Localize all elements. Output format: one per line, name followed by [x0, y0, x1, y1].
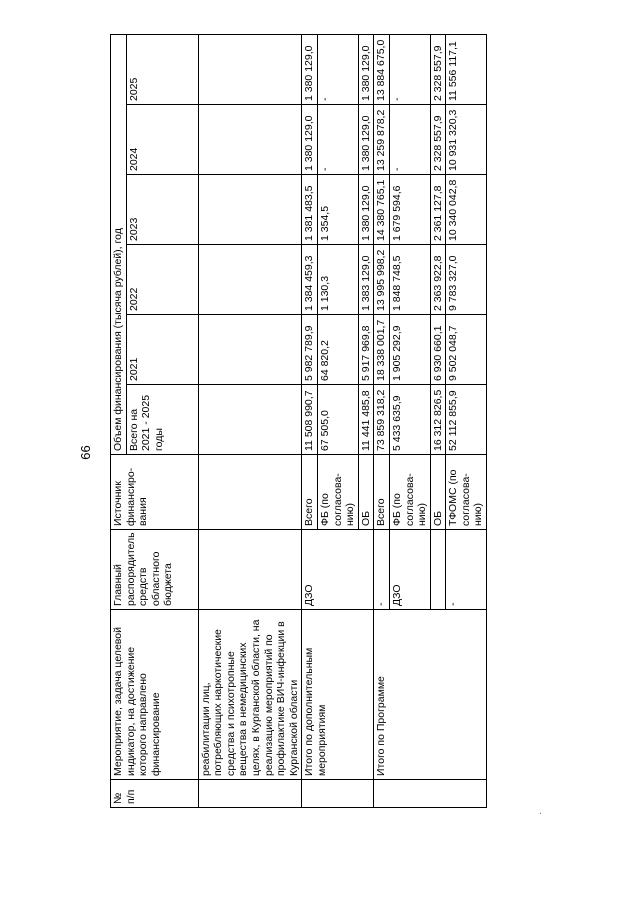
cell-value: 1 380 129,0	[358, 34, 374, 104]
header-num: № п/п	[111, 780, 199, 808]
cell-source	[198, 455, 302, 530]
cell-manager: ДЗО	[302, 530, 374, 610]
cell-value: 1 380 129,0	[302, 105, 318, 175]
cell-value: 9 783 327,0	[446, 245, 487, 315]
cell-value: -	[317, 105, 358, 175]
cell-value: 1 905 292,9	[389, 315, 430, 385]
cell-value: 1 130,3	[317, 245, 358, 315]
cell-value: 2 363 922,8	[430, 245, 446, 315]
cell-value	[198, 34, 302, 104]
cell-value: -	[317, 34, 358, 104]
cell-value: 6 930 660,1	[430, 315, 446, 385]
cell-num	[302, 780, 374, 808]
cell-value: 5 982 789,9	[302, 315, 318, 385]
cell-value: 5 917 969,8	[358, 315, 374, 385]
cell-manager: -	[374, 530, 390, 610]
page-number: 66	[78, 445, 93, 460]
cell-value: 1 354,5	[317, 175, 358, 245]
cell-source: ФБ (по согласова-нию)	[389, 455, 430, 530]
cell-value: 2 361 127,8	[430, 175, 446, 245]
cell-value: 9 502 048,7	[446, 315, 487, 385]
cell-value: -	[389, 105, 430, 175]
cell-value: 2 328 557,9	[430, 105, 446, 175]
cell-value: 1 380 129,0	[358, 105, 374, 175]
cell-manager	[198, 530, 302, 610]
header-year: 2023	[126, 175, 198, 245]
header-activity: Мероприятие, задача целевой индикатор, на достижение которого направлено финансирование	[111, 610, 199, 780]
cell-value: 11 441 485,8	[358, 385, 374, 455]
cell-value: 13 995 998,2	[374, 245, 390, 315]
scan-speck: ·	[535, 811, 546, 815]
cell-manager: ДЗО	[389, 530, 430, 610]
cell-value	[198, 175, 302, 245]
cell-value: 11 556 117,1	[446, 34, 487, 104]
cell-value: 13 259 878,2	[374, 105, 390, 175]
cell-value: 1 380 129,0	[358, 175, 374, 245]
header-year: 2021	[126, 315, 198, 385]
cell-source: ОБ	[430, 455, 446, 530]
cell-value: 11 508 990,7	[302, 385, 318, 455]
cell-value: 1 381 483,5	[302, 175, 318, 245]
cell-manager: -	[446, 530, 487, 610]
cell-value: 14 380 765,1	[374, 175, 390, 245]
financing-table	[110, 34, 487, 808]
continuation-row	[198, 34, 302, 807]
table-row	[302, 34, 318, 807]
cell-activity: Итого по Программе	[374, 610, 487, 780]
cell-value: 1 848 748,5	[389, 245, 430, 315]
header-funding-group: Объем финансирования (тысяча рублей), год	[111, 34, 127, 454]
cell-value: 18 338 001,7	[374, 315, 390, 385]
cell-value	[198, 245, 302, 315]
cell-activity: Итого по дополнительным мероприятиям	[302, 610, 374, 780]
cell-value: 13 884 675,0	[374, 34, 390, 104]
header-manager: Главный распорядитель средств областного бюджета	[111, 530, 199, 610]
cell-value	[198, 385, 302, 455]
cell-value: 1 380 129,0	[302, 34, 318, 104]
table-row	[374, 34, 390, 807]
header-year: 2025	[126, 34, 198, 104]
cell-value: 52 112 855,9	[446, 385, 487, 455]
cell-source: ОБ	[358, 455, 374, 530]
cell-value: 5 433 635,9	[389, 385, 430, 455]
cell-activity: реабилитации лиц, потребляющих наркотические средства и психотропные вещества в немедицинских целях, в Курганской области, на реализацию мероприятий по профилактике ВИЧ-инфекции в Курганской области	[198, 610, 302, 780]
header-total: Всего на 2021 - 2025 годы	[126, 385, 198, 455]
cell-value: 1 383 129,0	[358, 245, 374, 315]
cell-source: Всего	[302, 455, 318, 530]
cell-num	[374, 780, 487, 808]
cell-source: ТФОМС (по согласова-нию)	[446, 455, 487, 530]
cell-num	[198, 780, 302, 808]
cell-value: 16 312 826,5	[430, 385, 446, 455]
cell-value: 1 384 459,3	[302, 245, 318, 315]
cell-value: 2 328 557,9	[430, 34, 446, 104]
header-row	[111, 34, 127, 807]
cell-source: ФБ (по согласова-нию)	[317, 455, 358, 530]
header-year: 2022	[126, 245, 198, 315]
cell-value: -	[389, 34, 430, 104]
header-source: Источник финансиро-вания	[111, 455, 199, 530]
cell-manager	[430, 530, 446, 610]
cell-value	[198, 105, 302, 175]
cell-value: 10 340 042,8	[446, 175, 487, 245]
header-year: 2024	[126, 105, 198, 175]
cell-value: 67 505,0	[317, 385, 358, 455]
cell-value: 64 820,2	[317, 315, 358, 385]
cell-value: 1 679 594,6	[389, 175, 430, 245]
cell-value: 10 931 320,3	[446, 105, 487, 175]
cell-source: Всего	[374, 455, 390, 530]
cell-value: 73 859 318,2	[374, 385, 390, 455]
cell-value	[198, 315, 302, 385]
